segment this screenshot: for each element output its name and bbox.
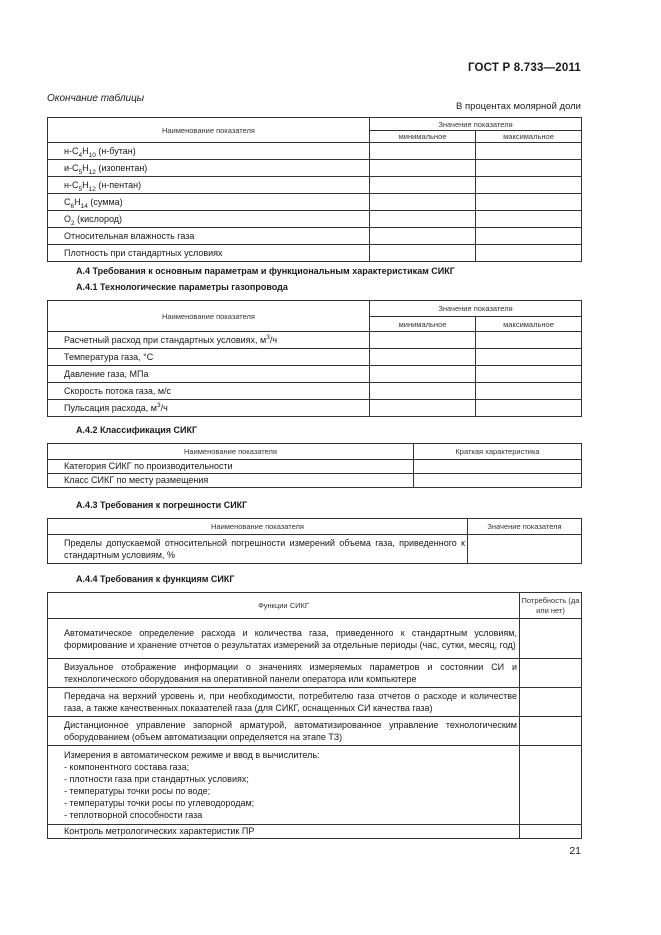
- table-row: Расчетный расход при стандартных условиях, $м^3/ч$: [48, 332, 370, 349]
- table-continuation-caption: Окончание таблицы: [47, 93, 145, 104]
- document-code: ГОСТ Р 8.733—2011: [467, 62, 581, 74]
- value-cell: [370, 366, 476, 383]
- table-row: Скорость потока газа, м/с: [48, 383, 370, 400]
- table-row: Пульсация расхода, $м^3/ч$: [48, 400, 370, 417]
- value-cell: [476, 194, 582, 211]
- value-cell: [476, 177, 582, 194]
- table-row: Категория СИКГ по производительности: [48, 460, 414, 474]
- value-cell: [370, 332, 476, 349]
- table-row: Автоматическое определение расхода и количества газа, приведенного к стандартным условиям, формирование и хранение отчетов о результатах измерений за отдельные периоды (час, сутки, месяц, год): [48, 619, 520, 659]
- value-cell: [468, 535, 582, 564]
- table-row: Относительная влажность газа: [48, 228, 370, 245]
- pipeline-parameters-table: [47, 300, 582, 417]
- accuracy-table: [47, 518, 582, 564]
- classification-table: [47, 443, 582, 488]
- col-header-name: Наименование показателя: [48, 301, 370, 332]
- section-a41-heading: А.4.1 Технологические параметры газопровода: [76, 282, 288, 292]
- value-cell: [476, 143, 582, 160]
- col-header-name: Наименование показателя: [48, 118, 370, 143]
- col-header-value: Значение показателя: [370, 301, 582, 317]
- value-cell: [520, 619, 582, 659]
- col-header-value: Значение показателя: [468, 519, 582, 535]
- value-cell: [476, 383, 582, 400]
- value-cell: [370, 349, 476, 366]
- value-cell: [370, 194, 476, 211]
- composition-table: [47, 117, 582, 262]
- unit-note: В процентах молярной доли: [456, 101, 581, 112]
- col-header-value: Значение показателя: [370, 118, 582, 131]
- table-row: Температура газа, °С: [48, 349, 370, 366]
- value-cell: [520, 746, 582, 825]
- col-header-function: Функции СИКГ: [48, 593, 520, 619]
- value-cell: [520, 688, 582, 717]
- table-row: $O_2$ (кислород): [48, 211, 370, 228]
- table-row: Пределы допускаемой относительной погрешности измерений объема газа, приведенного к стандартным условиям, %: [48, 535, 468, 564]
- value-cell: [520, 659, 582, 688]
- col-header-max: максимальное: [476, 131, 582, 143]
- col-header-need: Потребность (да или нет): [520, 593, 582, 619]
- value-cell: [476, 245, 582, 262]
- table-row: Дистанционное управление запорной арматурой, автоматизированное управление технологическим оборудованием (объем автоматизации определяется на этапе ТЗ): [48, 717, 520, 746]
- col-header-name: Наименование показателя: [48, 444, 414, 460]
- value-cell: [476, 228, 582, 245]
- table-row: Давление газа, МПа: [48, 366, 370, 383]
- value-cell: [370, 177, 476, 194]
- section-a4-heading: А.4 Требования к основным параметрам и функциональным характеристикам СИКГ: [76, 266, 455, 276]
- value-cell: [476, 366, 582, 383]
- value-cell: [370, 228, 476, 245]
- table-row: Контроль метрологических характеристик ПР: [48, 825, 520, 839]
- col-header-max: максимальное: [476, 317, 582, 332]
- functions-table: [47, 592, 582, 839]
- value-cell: [370, 383, 476, 400]
- section-a43-heading: А.4.3 Требования к погрешности СИКГ: [76, 500, 248, 510]
- table-row: $и-C_5H_{12}$ (изопентан): [48, 160, 370, 177]
- col-header-name: Наименование показателя: [48, 519, 468, 535]
- table-row: Класс СИКГ по месту размещения: [48, 474, 414, 488]
- section-a42-heading: А.4.2 Классификация СИКГ: [76, 425, 198, 435]
- value-cell: [370, 160, 476, 177]
- table-row: $н-C_4H_{10}$ (н-бутан): [48, 143, 370, 160]
- page-number: 21: [569, 845, 581, 857]
- col-header-min: минимальное: [370, 317, 476, 332]
- value-cell: [414, 460, 582, 474]
- table-row: $C_6H_{14}$ (сумма): [48, 194, 370, 211]
- col-header-min: минимальное: [370, 131, 476, 143]
- value-cell: [476, 211, 582, 228]
- table-row: Плотность при стандартных условиях: [48, 245, 370, 262]
- value-cell: [414, 474, 582, 488]
- value-cell: [476, 400, 582, 417]
- table-row: Измерения в автоматическом режиме и ввод в вычислитель: - компонентного состава газа; - плотности газа при стандартных условиях; - температуры точки росы по воде; - температуры точки росы по углеводородам; - теплотворной способности газа: [48, 746, 520, 825]
- value-cell: [520, 825, 582, 839]
- value-cell: [476, 160, 582, 177]
- table-row: $н-C_5H_{12}$ (н-пентан): [48, 177, 370, 194]
- value-cell: [476, 332, 582, 349]
- value-cell: [370, 143, 476, 160]
- col-header-characteristic: Краткая характеристика: [414, 444, 582, 460]
- table-row: Передача на верхний уровень и, при необходимости, потребителю газа отчетов о расходе и количестве газа, а также качественных показателей газа (для СИКГ, оснащенных СИ качества газа): [48, 688, 520, 717]
- value-cell: [370, 211, 476, 228]
- value-cell: [370, 400, 476, 417]
- value-cell: [476, 349, 582, 366]
- section-a44-heading: А.4.4 Требования к функциям СИКГ: [76, 574, 235, 584]
- value-cell: [520, 717, 582, 746]
- value-cell: [370, 245, 476, 262]
- table-row: Визуальное отображение информации о значениях измеряемых параметров и состоянии СИ и технологического оборудования на оперативной панели оператора или компьютере: [48, 659, 520, 688]
